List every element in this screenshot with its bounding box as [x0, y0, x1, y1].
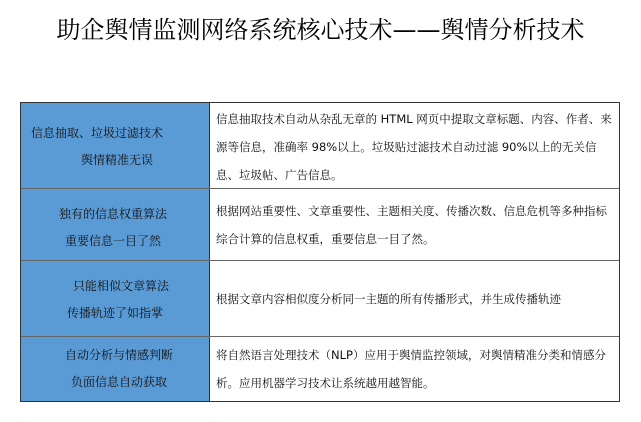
page-title: 助企舆情监测网络系统核心技术——舆情分析技术 [56, 16, 585, 44]
feature-benefit: 重要信息一目了然 [65, 234, 162, 248]
description-cell [210, 189, 619, 260]
feature-name: 只能相似文章算法 [73, 279, 170, 293]
feature-cell [21, 261, 210, 336]
description-cell [210, 103, 619, 188]
feature-table [20, 102, 620, 402]
feature-description: 信息抽取技术自动从杂乱无章的 HTML 网页中提取文章标题、内容、作者、来源等信息，准确率 98%以上。垃圾贴过滤技术自动过滤 90%以上的无关信息、垃圾帖、广告信息。 [216, 112, 612, 182]
feature-description: 根据文章内容相似度分析同一主题的所有传播形式，并生成传播轨迹 [216, 292, 561, 306]
feature-benefit: 舆情精准无误 [81, 153, 154, 167]
table-row [21, 336, 619, 401]
feature-description: 根据网站重要性、文章重要性、主题相关度、传播次数、信息危机等多种指标综合计算的信息权重，重要信息一目了然。 [216, 204, 607, 246]
feature-name: 自动分析与情感判断 [65, 348, 174, 362]
feature-cell [21, 337, 210, 401]
feature-description: 将自然语言处理技术（NLP）应用于舆情监控领域，对舆情精准分类和情感分析。应用机器学习技术让系统越用越智能。 [216, 348, 606, 390]
table-row [21, 103, 619, 188]
feature-name: 独有的信息权重算法 [59, 207, 168, 221]
description-cell [210, 337, 619, 401]
feature-benefit: 负面信息自动获取 [71, 375, 168, 389]
feature-cell [21, 103, 210, 188]
feature-benefit: 传播轨迹了如指掌 [67, 306, 164, 320]
description-cell [210, 261, 619, 336]
feature-cell [21, 189, 210, 260]
feature-name: 信息抽取、垃圾过滤技术 [31, 126, 164, 140]
table-row [21, 260, 619, 336]
table-row [21, 188, 619, 260]
